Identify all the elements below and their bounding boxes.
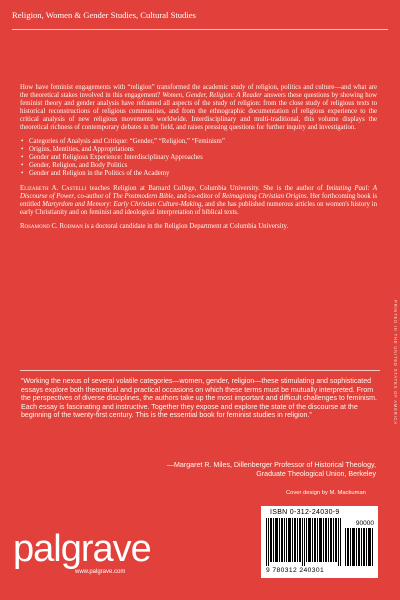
attribution-line: Graduate Theological Union, Berkeley (256, 469, 376, 478)
bio-book-title: Reimagining Christian Origins (221, 192, 307, 200)
back-cover-copy (20, 84, 377, 231)
castelli-bio (20, 185, 377, 217)
barcode-panel (261, 506, 378, 578)
bio-book-title: Imitating Paul: A Discourse of Power (20, 184, 378, 200)
rodman-bio (20, 223, 377, 231)
bio-text: teaches Religion at Barnard College, Columbia University. She is the author of (89, 184, 323, 192)
bio-text: . Her forthcoming book is entitled (20, 192, 377, 208)
attribution-line: —Margaret R. Miles, Dillenberger Professor of Historical Theology, (166, 461, 376, 469)
castelli-name: Elizabeth A. Castelli (20, 184, 87, 192)
topic-item: • Gender and Religious Experience: Interdisciplinary Approaches (29, 154, 377, 162)
cover-design-credit: Cover design by M. Mackuman (286, 490, 366, 496)
bio-text: , and co-editor of (173, 192, 221, 200)
price-code: 90000 (355, 520, 374, 527)
price-barcode-icon (345, 528, 373, 566)
bio-book-title: The Postmodern Bible (112, 192, 174, 200)
description-paragraph (20, 84, 377, 132)
topic-item: • Categories of Analysis and Critique: “Gender,” “Religion,” “Feminism” (29, 138, 377, 146)
publisher-url: www.palgrave.com (75, 569, 126, 575)
topic-item: • Gender and Religion in the Politics of the Academy (29, 170, 377, 178)
book-title: Women, Gender, Religion: A Reader (162, 92, 262, 100)
topic-item: • Gender, Religion, and Body Politics (29, 162, 377, 170)
bio-text: , co-author of (74, 192, 111, 200)
publisher-logo: palgrave (13, 528, 151, 570)
quote-text: “Working the nexus of several volatile categories—women, gender, religion—these stimulating and sophisticated essays explore both theoretical and practical occasions on which these terms must be mutually interpreted. From the perspectives of diverse disciplines, the authors take up the most important and difficult challenges to feminism. Each essay is fascinating and instructive. Together they expose and explore the state of the discourse at the beginning of the twenty-first century. This is the essential book for feminist studies in religion.” (21, 378, 377, 420)
description-body: answers these questions by showing how feminist theory and gender analysis have reframed all aspects of the study of religion: from the close study of religious texts to historical reconstructions of religious communities, and from the ethnographic documentation of religious experience to the critical analysis of new religious movements worldwide. Interdisciplinary and multi-traditional, this volume displays the theoretical richness of contemporary debates in the field, and raises pressing questions for further inquiry and investigation. (20, 92, 377, 132)
ean-barcode-icon (266, 518, 342, 566)
rodman-name: Rosamond C. Rodman (20, 222, 83, 230)
top-divider (12, 29, 388, 30)
bio-text: , and she has published numerous articles on women's history in early Christianity and on feminist and ideological interpretation of biblical texts. (20, 200, 377, 216)
category-line: Religion, Women & Gender Studies, Cultural Studies (12, 10, 196, 20)
topic-item: • Origins, Identities, and Appropriations (29, 146, 377, 154)
endorsement-quote (21, 378, 379, 421)
topic-list (20, 138, 377, 178)
isbn-label: ISBN 0-312-24030-9 (270, 509, 340, 516)
bio-text: is a doctoral candidate in the Religion Department at Columbia University. (84, 222, 289, 230)
mid-divider (20, 370, 380, 371)
spine-print-note: PRINTED IN THE UNITED STATES OF AMERICA (393, 300, 398, 425)
bio-book-title: Martyrdom and Memory: Early Christian Culture-Making (42, 200, 202, 208)
quote-attribution (167, 461, 376, 478)
ean-number: 9 780312 240301 (266, 567, 325, 574)
description-intro: How have feminist engagements with “religion” transformed the academic study of religion, politics and culture—and what are the theoretical stakes involved in this engagement? (20, 84, 377, 100)
